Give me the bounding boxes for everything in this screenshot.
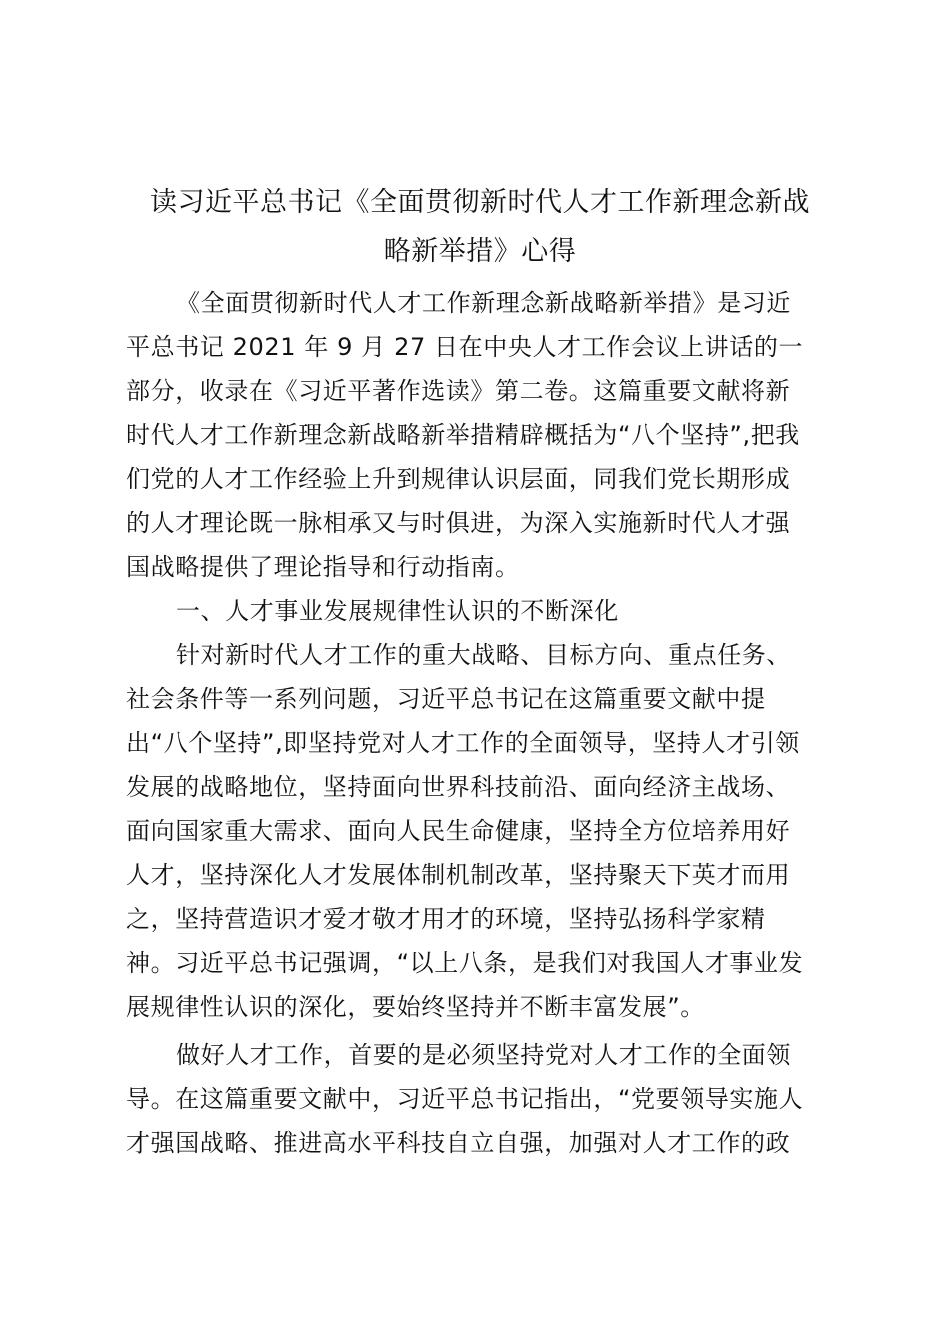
paragraph-2-line-8: 神。习近平总书记强调，“以上八条，是我们对我国人才事业发 bbox=[126, 949, 804, 977]
paragraph-1-line-3: 部分，收录在《习近平著作选读》第二卷。这篇重要文献将新 bbox=[126, 377, 791, 405]
paragraph-3-line-1: 做好人才工作，首要的是必须坚持党对人才工作的全面领 bbox=[176, 1041, 791, 1069]
title-line-1: 读习近平总书记《全面贯彻新时代人才工作新理念新战 bbox=[150, 187, 810, 218]
paragraph-2-line-5: 面向国家重大需求、面向人民生命健康，坚持全方位培养用好 bbox=[126, 817, 791, 845]
paragraph-1-line-4: 时代人才工作新理念新战略新举措精辟概括为“八个坚持”,把我 bbox=[126, 421, 800, 449]
document-body bbox=[126, 281, 836, 1165]
paragraph-2-line-2: 社会条件等一系列问题，习近平总书记在这篇重要文献中提 bbox=[126, 685, 766, 713]
paragraph-3-line-3: 才强国战略、推进高水平科技自立自强，加强对人才工作的政 bbox=[126, 1129, 791, 1157]
paragraph-2-line-6: 人才，坚持深化人才发展体制机制改革，坚持聚天下英才而用 bbox=[126, 861, 791, 889]
paragraph-1-line-6: 的人才理论既一脉相承又与时俱进，为深入实施新时代人才强 bbox=[126, 509, 791, 537]
paragraph-2-line-9: 展规律性认识的深化，要始终坚持并不断丰富发展”。 bbox=[126, 993, 705, 1021]
paragraph-1-line-2: 平总书记 2021 年 9 月 27 日在中央人才工作会议上讲话的一 bbox=[126, 333, 804, 361]
paragraph-2-line-4: 发展的战略地位，坚持面向世界科技前沿、面向经济主战场、 bbox=[126, 773, 791, 801]
paragraph-1-line-5: 们党的人才工作经验上升到规律认识层面，同我们党长期形成 bbox=[126, 465, 791, 493]
paragraph-2-line-3: 出“八个坚持”,即坚持党对人才工作的全面领导，坚持人才引领 bbox=[126, 729, 800, 757]
paragraph-1-line-1: 《全面贯彻新时代人才工作新理念新战略新举措》是习近 bbox=[176, 289, 791, 317]
document-title bbox=[125, 178, 835, 276]
paragraph-3-line-2: 导。在这篇重要文献中，习近平总书记指出，“党要领导实施人 bbox=[126, 1085, 804, 1113]
paragraph-1-line-7: 国战略提供了理论指导和行动指南。 bbox=[126, 553, 520, 581]
title-line-2: 略新举措》心得 bbox=[383, 236, 577, 267]
paragraph-2-line-7: 之，坚持营造识才爱才敬才用才的环境，坚持弘扬科学家精 bbox=[126, 905, 766, 933]
paragraph-2-line-1: 针对新时代人才工作的重大战略、目标方向、重点任务、 bbox=[176, 641, 791, 669]
section-heading-1: 一、人才事业发展规律性认识的不断深化 bbox=[176, 597, 619, 625]
